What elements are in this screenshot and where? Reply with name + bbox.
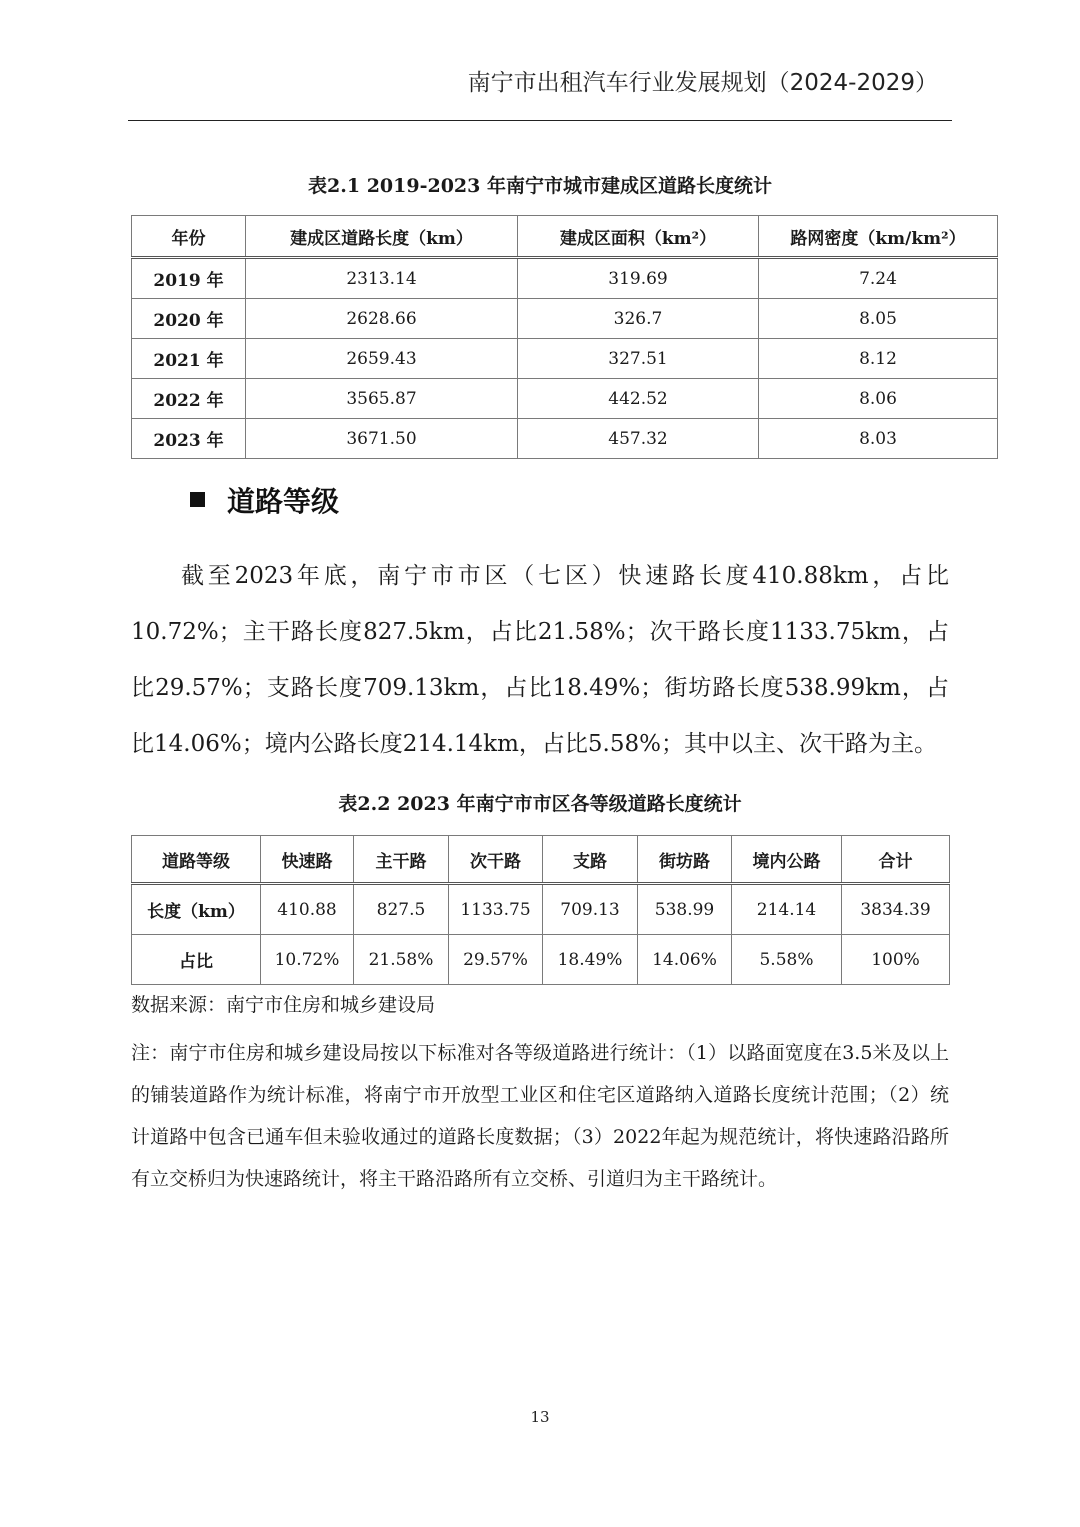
section-heading-text: 道路等级 (227, 485, 340, 518)
density-cell: 8.03 (759, 419, 998, 459)
column-header: 境内公路 (732, 836, 842, 884)
column-header: 建成区面积（km²） (518, 216, 759, 258)
column-header: 合计 (842, 836, 950, 884)
area-cell: 327.51 (518, 339, 759, 379)
road-grade-paragraph: 截至2023年底，南宁市市区（七区）快速路长度410.88km，占比10.72%；主干路长度827.5km，占比21.58%；次干路长度1133.75km，占比29.57%；支路长度709.13km，占比18.49%；街坊路长度538.99km，占比14.06%；境内公路长度214.14km，占比5.58%；其中以主、次干路为主。 (131, 563, 949, 757)
column-header: 街坊路 (638, 836, 732, 884)
density-cell: 8.12 (759, 339, 998, 379)
table-cell: 3834.39 (842, 884, 950, 935)
table-cell: 10.72% (261, 935, 354, 985)
page-number: 13 (530, 1408, 550, 1426)
table-row (132, 258, 998, 299)
area-cell: 442.52 (518, 379, 759, 419)
area-cell: 457.32 (518, 419, 759, 459)
road-length-cell: 3565.87 (246, 379, 518, 419)
data-source-line: 数据来源：南宁市住房和城乡建设局 (131, 994, 436, 1016)
table-cell: 538.99 (638, 884, 732, 935)
column-header: 支路 (543, 836, 638, 884)
table-row (132, 884, 950, 935)
header-rule (128, 120, 952, 121)
table-cell: 709.13 (543, 884, 638, 935)
column-header: 建成区道路长度（km） (246, 216, 518, 258)
area-cell: 319.69 (518, 258, 759, 299)
road-length-cell: 2628.66 (246, 299, 518, 339)
table-row (132, 419, 998, 459)
density-cell: 8.05 (759, 299, 998, 339)
column-header: 年份 (132, 216, 246, 258)
table-cell: 827.5 (354, 884, 449, 935)
table-footnote: 注：南宁市住房和城乡建设局按以下标准对各等级道路进行统计：（1）以路面宽度在3.5米及以上的铺装道路作为统计标准，将南宁市开放型工业区和住宅区道路纳入道路长度统计范围；（2）统计道路中包含已通车但未验收通过的道路长度数据；（3）2022年起为规范统计，将快速路沿路所有立交桥归为快速路统计，将主干路沿路所有立交桥、引道归为主干路统计。 (131, 1042, 949, 1190)
table-row (132, 935, 950, 985)
black-square-bullet-icon (190, 492, 205, 507)
year-cell: 2022 年 (132, 379, 246, 419)
column-header: 道路等级 (132, 836, 261, 884)
table-cell: 410.88 (261, 884, 354, 935)
area-cell: 326.7 (518, 299, 759, 339)
table-cell: 14.06% (638, 935, 732, 985)
column-header: 快速路 (261, 836, 354, 884)
document-header-title: 南宁市出租汽车行业发展规划（2024-2029） (467, 70, 938, 96)
year-cell: 2023 年 (132, 419, 246, 459)
table-cell: 21.58% (354, 935, 449, 985)
density-cell: 8.06 (759, 379, 998, 419)
table-cell: 5.58% (732, 935, 842, 985)
road-length-cell: 2659.43 (246, 339, 518, 379)
density-cell: 7.24 (759, 258, 998, 299)
road-length-table-2019-2023 (131, 215, 998, 459)
table-row (132, 339, 998, 379)
table-cell: 18.49% (543, 935, 638, 985)
table-cell: 29.57% (449, 935, 543, 985)
section-heading (190, 480, 339, 520)
table-cell: 214.14 (732, 884, 842, 935)
year-cell: 2020 年 (132, 299, 246, 339)
row-header-cell: 占比 (132, 935, 261, 985)
year-cell: 2021 年 (132, 339, 246, 379)
column-header: 路网密度（km/km²） (759, 216, 998, 258)
road-length-cell: 3671.50 (246, 419, 518, 459)
table-row (132, 299, 998, 339)
table-header-row (132, 216, 998, 258)
table-cell: 100% (842, 935, 950, 985)
table-header-row (132, 836, 950, 884)
column-header: 次干路 (449, 836, 543, 884)
table-cell: 1133.75 (449, 884, 543, 935)
table-2-2-caption: 表2.2 2023 年南宁市市区各等级道路长度统计 (338, 793, 742, 815)
row-header-cell: 长度（km） (132, 884, 261, 935)
table-row (132, 379, 998, 419)
road-length-cell: 2313.14 (246, 258, 518, 299)
table-2-1-caption: 表2.1 2019-2023 年南宁市城市建成区道路长度统计 (308, 175, 772, 197)
year-cell: 2019 年 (132, 258, 246, 299)
road-grade-length-table-2023 (131, 835, 950, 985)
column-header: 主干路 (354, 836, 449, 884)
